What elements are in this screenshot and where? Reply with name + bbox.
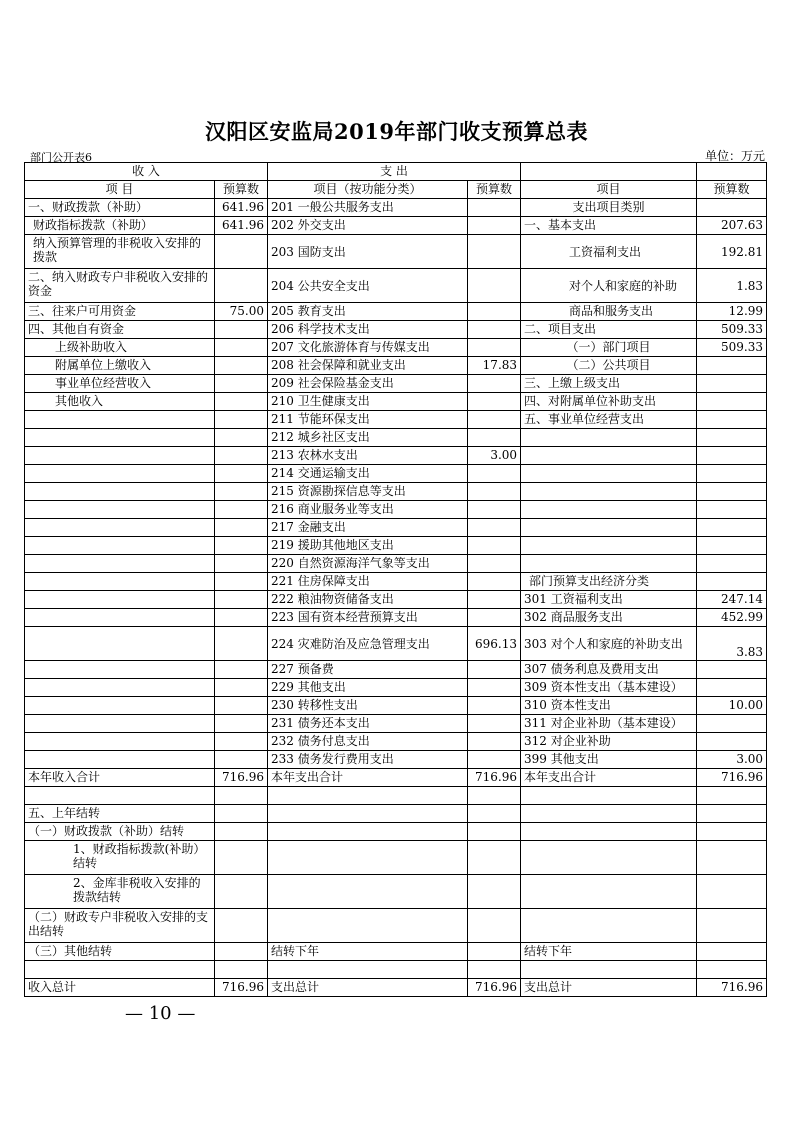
table-row	[25, 393, 767, 411]
expense-item: 三、上缴上级支出	[521, 375, 697, 393]
expense-func-budget	[468, 465, 521, 483]
expense-budget	[697, 483, 767, 501]
expense-func-item: 201 一般公共服务支出	[268, 199, 468, 217]
expense-item: （一）部门项目	[521, 339, 697, 357]
expense-func-budget	[468, 733, 521, 751]
expense-func-item: 224 灾难防治及应急管理支出	[268, 627, 468, 661]
income-budget: 641.96	[215, 199, 268, 217]
expense-func-budget	[468, 787, 521, 805]
expense-item: 工资福利支出	[521, 235, 697, 269]
expense-item: 支出总计	[521, 979, 697, 997]
page-title: 汉阳区安监局2019年部门收支预算总表	[205, 119, 588, 144]
expense-item	[521, 961, 697, 979]
expense-item	[521, 537, 697, 555]
income-budget	[215, 269, 268, 303]
income-budget	[215, 591, 268, 609]
table-row	[25, 979, 767, 997]
expense-item: 二、项目支出	[521, 321, 697, 339]
expense-func-item: 204 公共安全支出	[268, 269, 468, 303]
col-header-budget2: 预算数	[468, 181, 521, 199]
table-row	[25, 555, 767, 573]
table-row	[25, 909, 767, 943]
income-budget	[215, 909, 268, 943]
income-item: 收入总计	[25, 979, 215, 997]
expense-item: 399 其他支出	[521, 751, 697, 769]
income-item: 纳入预算管理的非税收入安排的拨款	[25, 235, 215, 269]
income-budget	[215, 321, 268, 339]
table-row	[25, 537, 767, 555]
expense-item: 301 工资福利支出	[521, 591, 697, 609]
expense-item: （二）公共项目	[521, 357, 697, 375]
expense-func-budget: 716.96	[468, 769, 521, 787]
expense-func-budget	[468, 269, 521, 303]
expense-func-budget	[468, 609, 521, 627]
income-budget: 716.96	[215, 769, 268, 787]
expense-func-item: 219 援助其他地区支出	[268, 537, 468, 555]
income-item: 上级补助收入	[25, 339, 215, 357]
income-budget	[215, 875, 268, 909]
expense-item: 311 对企业补助（基本建设）	[521, 715, 697, 733]
income-item	[25, 429, 215, 447]
expense-func-budget: 17.83	[468, 357, 521, 375]
header-expense: 支 出	[268, 163, 521, 181]
income-item	[25, 715, 215, 733]
income-item	[25, 537, 215, 555]
expense-budget	[697, 429, 767, 447]
expense-func-budget	[468, 483, 521, 501]
expense-func-budget	[468, 501, 521, 519]
expense-budget	[697, 393, 767, 411]
header-blank	[697, 163, 767, 181]
expense-budget	[697, 501, 767, 519]
form-label: 部门公开表6	[30, 151, 92, 164]
table-row	[25, 805, 767, 823]
expense-budget	[697, 573, 767, 591]
expense-item: 309 资本性支出（基本建设）	[521, 679, 697, 697]
expense-item	[521, 875, 697, 909]
income-budget	[215, 357, 268, 375]
expense-func-item: 209 社会保险基金支出	[268, 375, 468, 393]
col-header-budget: 预算数	[215, 181, 268, 199]
table-row	[25, 199, 767, 217]
expense-item	[521, 447, 697, 465]
expense-func-budget	[468, 679, 521, 697]
expense-item	[521, 823, 697, 841]
income-item	[25, 591, 215, 609]
expense-item: 310 资本性支出	[521, 697, 697, 715]
income-item	[25, 519, 215, 537]
income-budget	[215, 429, 268, 447]
income-item: 五、上年结转	[25, 805, 215, 823]
income-budget	[215, 841, 268, 875]
expense-func-budget	[468, 697, 521, 715]
expense-budget	[697, 375, 767, 393]
income-item: 四、其他自有资金	[25, 321, 215, 339]
income-budget	[215, 961, 268, 979]
income-budget	[215, 555, 268, 573]
expense-func-budget	[468, 375, 521, 393]
income-budget	[215, 501, 268, 519]
income-budget	[215, 235, 268, 269]
expense-func-budget	[468, 805, 521, 823]
income-item	[25, 609, 215, 627]
expense-budget: 452.99	[697, 609, 767, 627]
expense-item: 五、事业单位经营支出	[521, 411, 697, 429]
expense-budget	[697, 447, 767, 465]
header-blank	[521, 163, 697, 181]
expense-budget: 716.96	[697, 979, 767, 997]
table-row	[25, 769, 767, 787]
expense-func-item: 203 国防支出	[268, 235, 468, 269]
expense-func-budget	[468, 235, 521, 269]
page-number: — 10 —	[125, 1003, 196, 1024]
expense-func-item: 229 其他支出	[268, 679, 468, 697]
expense-budget	[697, 961, 767, 979]
income-budget	[215, 483, 268, 501]
expense-func-item: 结转下年	[268, 943, 468, 961]
expense-budget: 509.33	[697, 339, 767, 357]
table-row	[25, 483, 767, 501]
expense-func-item	[268, 805, 468, 823]
income-budget	[215, 573, 268, 591]
income-budget: 641.96	[215, 217, 268, 235]
expense-item: 303 对个人和家庭的补助支出	[521, 627, 697, 661]
table-row	[25, 217, 767, 235]
income-item	[25, 483, 215, 501]
expense-budget	[697, 661, 767, 679]
expense-func-item	[268, 823, 468, 841]
expense-func-budget	[468, 823, 521, 841]
expense-func-item: 210 卫生健康支出	[268, 393, 468, 411]
expense-budget	[697, 715, 767, 733]
expense-func-budget	[468, 961, 521, 979]
expense-func-item: 212 城乡社区支出	[268, 429, 468, 447]
income-item: 1、财政指标拨款(补助）结转	[25, 841, 215, 875]
expense-func-budget	[468, 875, 521, 909]
income-item	[25, 961, 215, 979]
income-item	[25, 573, 215, 591]
expense-item	[521, 429, 697, 447]
table-row	[25, 787, 767, 805]
expense-func-item	[268, 875, 468, 909]
expense-func-budget	[468, 909, 521, 943]
expense-item	[521, 519, 697, 537]
expense-func-budget	[468, 751, 521, 769]
income-item	[25, 661, 215, 679]
table-row	[25, 715, 767, 733]
expense-budget	[697, 805, 767, 823]
expense-func-budget	[468, 555, 521, 573]
income-item	[25, 447, 215, 465]
income-budget	[215, 751, 268, 769]
table-row	[25, 357, 767, 375]
expense-item	[521, 465, 697, 483]
expense-budget	[697, 519, 767, 537]
expense-budget: 192.81	[697, 235, 767, 269]
expense-budget: 3.83	[697, 627, 767, 661]
table-row	[25, 823, 767, 841]
expense-budget	[697, 679, 767, 697]
expense-func-item: 222 粮油物资储备支出	[268, 591, 468, 609]
income-budget	[215, 375, 268, 393]
table-row	[25, 269, 767, 303]
expense-budget	[697, 555, 767, 573]
expense-func-budget	[468, 841, 521, 875]
expense-budget: 207.63	[697, 217, 767, 235]
income-item	[25, 627, 215, 661]
expense-budget	[697, 909, 767, 943]
table-row	[25, 591, 767, 609]
expense-func-item: 本年支出合计	[268, 769, 468, 787]
expense-budget	[697, 465, 767, 483]
income-item	[25, 697, 215, 715]
unit-label: 单位：万元	[704, 149, 765, 163]
expense-item: 一、基本支出	[521, 217, 697, 235]
income-budget	[215, 465, 268, 483]
expense-func-item: 214 交通运输支出	[268, 465, 468, 483]
income-budget	[215, 805, 268, 823]
expense-item: 结转下年	[521, 943, 697, 961]
expense-func-item	[268, 909, 468, 943]
expense-func-item: 232 债务付息支出	[268, 733, 468, 751]
income-budget	[215, 609, 268, 627]
expense-func-budget	[468, 429, 521, 447]
expense-func-item: 支出总计	[268, 979, 468, 997]
expense-func-budget	[468, 199, 521, 217]
expense-budget	[697, 787, 767, 805]
expense-item	[521, 483, 697, 501]
income-budget	[215, 715, 268, 733]
table-row	[25, 235, 767, 269]
table-row	[25, 609, 767, 627]
income-budget: 716.96	[215, 979, 268, 997]
expense-item	[521, 841, 697, 875]
expense-item: 商品和服务支出	[521, 303, 697, 321]
expense-func-item: 230 转移性支出	[268, 697, 468, 715]
table-row	[25, 447, 767, 465]
expense-budget	[697, 823, 767, 841]
expense-func-budget	[468, 573, 521, 591]
expense-func-item: 206 科学技术支出	[268, 321, 468, 339]
income-budget	[215, 697, 268, 715]
income-item: 本年收入合计	[25, 769, 215, 787]
expense-func-budget	[468, 943, 521, 961]
expense-budget: 509.33	[697, 321, 767, 339]
expense-item: 对个人和家庭的补助	[521, 269, 697, 303]
income-item	[25, 501, 215, 519]
income-item: 2、金库非税收入安排的拨款结转	[25, 875, 215, 909]
income-item: （三）其他结转	[25, 943, 215, 961]
expense-func-item: 220 自然资源海洋气象等支出	[268, 555, 468, 573]
expense-func-budget	[468, 393, 521, 411]
expense-func-budget	[468, 411, 521, 429]
income-budget	[215, 519, 268, 537]
table-row	[25, 943, 767, 961]
expense-func-item: 202 外交支出	[268, 217, 468, 235]
income-budget	[215, 679, 268, 697]
expense-func-budget	[468, 661, 521, 679]
table-row	[25, 465, 767, 483]
expense-func-item: 217 金融支出	[268, 519, 468, 537]
expense-budget: 716.96	[697, 769, 767, 787]
col-header-item: 项 目	[25, 181, 215, 199]
expense-func-item: 216 商业服务业等支出	[268, 501, 468, 519]
budget-table	[24, 162, 767, 997]
expense-func-item	[268, 961, 468, 979]
income-item	[25, 555, 215, 573]
expense-func-budget	[468, 217, 521, 235]
table-row	[25, 697, 767, 715]
expense-budget	[697, 537, 767, 555]
expense-item	[521, 555, 697, 573]
expense-func-item: 221 住房保障支出	[268, 573, 468, 591]
expense-func-item: 211 节能环保支出	[268, 411, 468, 429]
table-row	[25, 501, 767, 519]
expense-func-item: 215 资源勘探信息等支出	[268, 483, 468, 501]
expense-item: 四、对附属单位补助支出	[521, 393, 697, 411]
expense-item	[521, 909, 697, 943]
income-item: 其他收入	[25, 393, 215, 411]
expense-budget	[697, 357, 767, 375]
income-budget	[215, 339, 268, 357]
expense-item: 312 对企业补助	[521, 733, 697, 751]
expense-func-budget	[468, 321, 521, 339]
expense-func-item: 205 教育支出	[268, 303, 468, 321]
income-item	[25, 787, 215, 805]
income-item	[25, 751, 215, 769]
expense-item: 307 债务利息及费用支出	[521, 661, 697, 679]
expense-item	[521, 805, 697, 823]
income-budget: 75.00	[215, 303, 268, 321]
expense-func-item: 208 社会保障和就业支出	[268, 357, 468, 375]
expense-func-item: 227 预备费	[268, 661, 468, 679]
table-row	[25, 627, 767, 661]
income-item: （二）财政专户非税收入安排的支出结转	[25, 909, 215, 943]
expense-func-item: 231 债务还本支出	[268, 715, 468, 733]
income-budget	[215, 537, 268, 555]
income-item: 附属单位上缴收入	[25, 357, 215, 375]
col-header-item3: 项目	[521, 181, 697, 199]
expense-budget: 12.99	[697, 303, 767, 321]
table-row	[25, 339, 767, 357]
expense-func-item: 233 债务发行费用支出	[268, 751, 468, 769]
expense-budget	[697, 733, 767, 751]
expense-func-budget: 696.13	[468, 627, 521, 661]
income-budget	[215, 447, 268, 465]
expense-budget: 3.00	[697, 751, 767, 769]
col-header-item-func: 项目（按功能分类）	[268, 181, 468, 199]
income-item	[25, 733, 215, 751]
expense-item: 本年支出合计	[521, 769, 697, 787]
expense-func-budget	[468, 537, 521, 555]
expense-budget: 10.00	[697, 697, 767, 715]
expense-func-budget	[468, 591, 521, 609]
income-budget	[215, 627, 268, 661]
expense-func-budget	[468, 519, 521, 537]
expense-item	[521, 501, 697, 519]
expense-func-item: 213 农林水支出	[268, 447, 468, 465]
expense-item	[521, 787, 697, 805]
expense-budget	[697, 943, 767, 961]
expense-func-item	[268, 787, 468, 805]
expense-item: 支出项目类别	[521, 199, 697, 217]
col-header-budget3: 预算数	[697, 181, 767, 199]
expense-budget	[697, 841, 767, 875]
expense-func-budget	[468, 715, 521, 733]
expense-func-budget	[468, 303, 521, 321]
expense-budget: 247.14	[697, 591, 767, 609]
table-row	[25, 375, 767, 393]
income-budget	[215, 823, 268, 841]
table-row	[25, 661, 767, 679]
table-row	[25, 679, 767, 697]
income-item	[25, 411, 215, 429]
table-row	[25, 841, 767, 875]
expense-budget: 1.83	[697, 269, 767, 303]
income-budget	[215, 411, 268, 429]
expense-func-budget: 3.00	[468, 447, 521, 465]
income-budget	[215, 733, 268, 751]
table-row	[25, 429, 767, 447]
expense-budget	[697, 411, 767, 429]
income-budget	[215, 787, 268, 805]
income-item: 三、往来户可用资金	[25, 303, 215, 321]
expense-func-item: 223 国有资本经营预算支出	[268, 609, 468, 627]
header-income: 收 入	[25, 163, 268, 181]
income-budget	[215, 393, 268, 411]
table-row	[25, 751, 767, 769]
expense-func-item	[268, 841, 468, 875]
table-row	[25, 961, 767, 979]
income-item	[25, 465, 215, 483]
expense-item: 302 商品服务支出	[521, 609, 697, 627]
income-item: 二、纳入财政专户非税收入安排的资金	[25, 269, 215, 303]
income-budget	[215, 943, 268, 961]
table-row	[25, 733, 767, 751]
income-budget	[215, 661, 268, 679]
income-item: 财政指标拨款（补助）	[25, 217, 215, 235]
expense-budget	[697, 875, 767, 909]
income-item	[25, 679, 215, 697]
table-row	[25, 573, 767, 591]
table-row	[25, 519, 767, 537]
income-item: 事业单位经营收入	[25, 375, 215, 393]
expense-func-item: 207 文化旅游体育与传媒支出	[268, 339, 468, 357]
expense-func-budget	[468, 339, 521, 357]
expense-func-budget: 716.96	[468, 979, 521, 997]
income-item: （一）财政拨款（补助）结转	[25, 823, 215, 841]
table-row	[25, 303, 767, 321]
expense-budget	[697, 199, 767, 217]
table-row	[25, 875, 767, 909]
expense-item: 部门预算支出经济分类	[521, 573, 697, 591]
income-item: 一、财政拨款（补助）	[25, 199, 215, 217]
table-row	[25, 321, 767, 339]
table-row	[25, 411, 767, 429]
